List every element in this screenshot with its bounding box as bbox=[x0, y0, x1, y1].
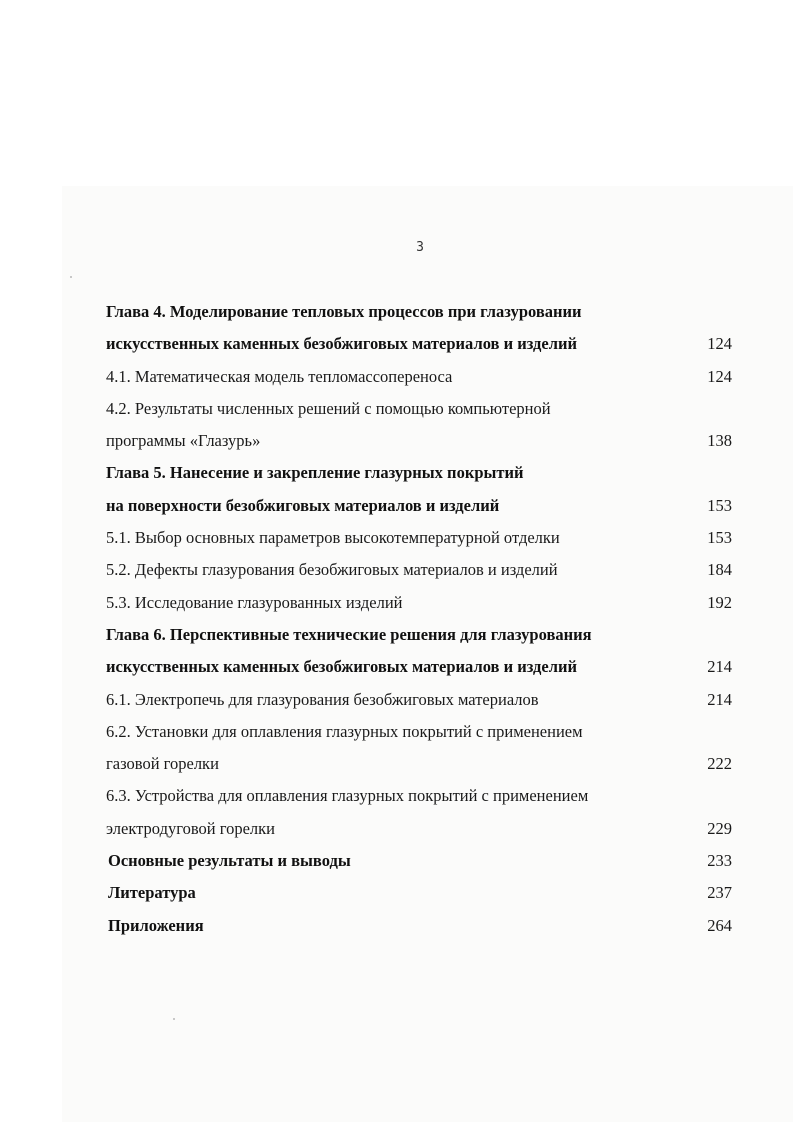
toc-line bbox=[106, 748, 732, 780]
toc-line bbox=[106, 457, 732, 489]
toc-entry-title: 6.3. Устройства для оплавления глазурных покрытий с применением bbox=[106, 786, 589, 806]
toc-line bbox=[106, 522, 732, 554]
toc-entry-title: газовой горелки bbox=[106, 754, 219, 774]
toc-line bbox=[106, 651, 732, 683]
toc-entry-page: 229 bbox=[707, 818, 732, 838]
scan-speck bbox=[70, 276, 72, 278]
toc-entry-page: 124 bbox=[707, 366, 732, 386]
toc-entry-title: программы «Глазурь» bbox=[106, 431, 261, 451]
toc-line bbox=[106, 328, 732, 360]
toc-line bbox=[106, 910, 732, 942]
toc-entry-title: 4.2. Результаты численных решений с помощью компьютерной bbox=[106, 398, 551, 418]
toc-entry-title: 5.2. Дефекты глазурования безобжиговых материалов и изделий bbox=[106, 560, 558, 580]
toc-entry-title: Литература bbox=[108, 883, 196, 903]
toc-line bbox=[106, 716, 732, 748]
toc-entry-title: Глава 4. Моделирование тепловых процессов при глазуровании bbox=[106, 302, 582, 321]
toc-entry-title: искусственных каменных безобжиговых материалов и изделий bbox=[106, 657, 577, 677]
toc-line bbox=[106, 587, 732, 619]
toc-entry-page: 153 bbox=[707, 528, 732, 548]
toc-line bbox=[106, 684, 732, 716]
toc-entry-page: 153 bbox=[707, 495, 732, 515]
toc-entry-title: на поверхности безобжиговых материалов и изделий bbox=[106, 495, 500, 515]
toc-entry-title: Основные результаты и выводы bbox=[108, 851, 351, 871]
toc-line bbox=[106, 393, 732, 425]
scan-speck bbox=[173, 1018, 175, 1020]
toc-entry-page: 138 bbox=[707, 431, 732, 451]
toc-entry-title: Глава 5. Нанесение и закрепление глазурных покрытий bbox=[106, 463, 524, 483]
toc-entry-page: 124 bbox=[707, 334, 732, 354]
toc-entry-title: 6.1. Электропечь для глазурования безобжиговых материалов bbox=[106, 689, 539, 709]
toc-entry-title: электродуговой горелки bbox=[106, 818, 275, 838]
toc-entry-page: 214 bbox=[707, 689, 732, 709]
toc-entry-title: Приложения bbox=[108, 915, 204, 935]
toc-entry-page: 222 bbox=[707, 754, 732, 774]
page-number: 3 bbox=[416, 240, 424, 255]
toc-line bbox=[106, 619, 732, 651]
toc-entry-title: 6.2. Установки для оплавления глазурных покрытий с применением bbox=[106, 721, 583, 741]
toc-entry-page: 214 bbox=[707, 657, 732, 677]
toc-line bbox=[106, 361, 732, 393]
toc-line bbox=[106, 877, 732, 909]
toc-line bbox=[106, 554, 732, 586]
toc-line bbox=[106, 780, 732, 812]
toc-entry-page: 264 bbox=[707, 915, 732, 935]
toc-line bbox=[106, 813, 732, 845]
toc-entry-title: 4.1. Математическая модель тепломассопереноса bbox=[106, 366, 453, 386]
toc-entry-title: 5.3. Исследование глазурованных изделий bbox=[106, 592, 403, 612]
toc-entry-title: искусственных каменных безобжиговых материалов и изделий bbox=[106, 334, 577, 354]
toc-entry-title: Глава 6. Перспективные технические решения для глазурования bbox=[106, 624, 592, 644]
toc-line bbox=[106, 490, 732, 522]
toc-line bbox=[106, 845, 732, 877]
toc-entry-page: 184 bbox=[707, 560, 732, 580]
toc-entry-page: 237 bbox=[707, 883, 732, 903]
toc-entry-page: 192 bbox=[707, 592, 732, 612]
toc-line bbox=[106, 425, 732, 457]
toc-entry-page: 233 bbox=[707, 851, 732, 871]
table-of-contents bbox=[106, 296, 732, 942]
toc-entry-title: 5.1. Выбор основных параметров высокотемпературной отделки bbox=[106, 528, 560, 548]
toc-line bbox=[106, 296, 732, 328]
